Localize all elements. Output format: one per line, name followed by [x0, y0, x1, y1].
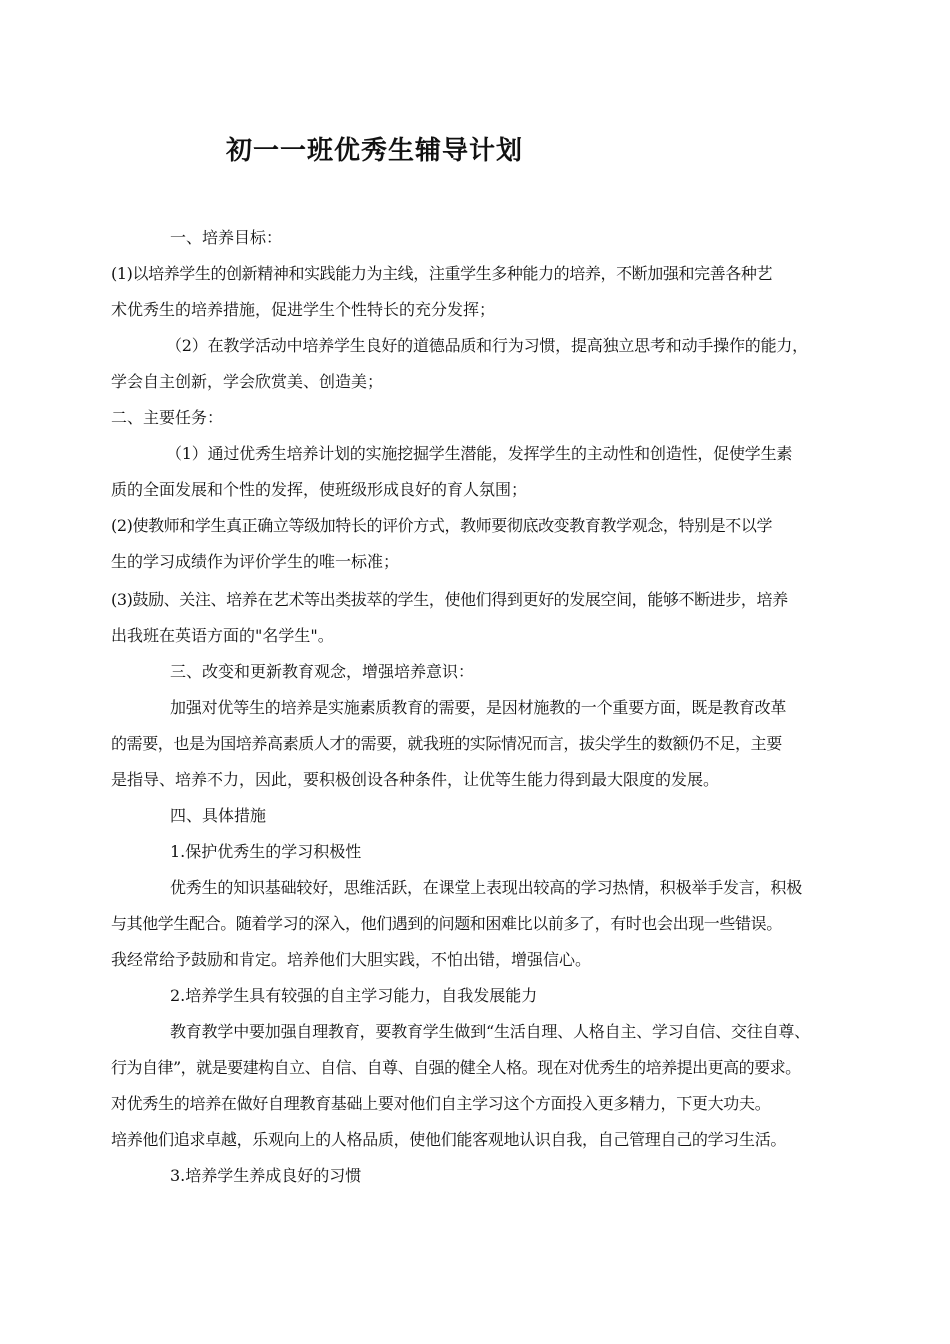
paragraph-line: 质的全面发展和个性的发挥，使班级形成良好的育人氛围；	[111, 480, 528, 499]
document-title: 初一一班优秀生辅导计划	[226, 136, 524, 166]
paragraph-line: 学会自主创新，学会欣赏美、创造美；	[111, 372, 384, 391]
section-heading: 四、具体措施	[170, 806, 267, 825]
paragraph-line: 生的学习成绩作为评价学生的唯一标准；	[111, 552, 400, 571]
paragraph-line: 对优秀生的培养在做好自理教育基础上要对他们自主学习这个方面投入更多精力，下更大功夫。	[111, 1094, 771, 1113]
paragraph-line: 是指导、培养不力，因此，要积极创设各种条件，让优等生能力得到最大限度的发展。	[111, 770, 720, 789]
section-heading: 二、主要任务：	[111, 408, 224, 427]
subsection-heading: 1.保护优秀生的学习积极性	[170, 842, 362, 861]
paragraph-line: 优秀生的知识基础较好，思维活跃，在课堂上表现出较高的学习热情，积极举手发言，积极	[170, 878, 803, 897]
paragraph-line: (2)使教师和学生真正确立等级加特长的评价方式，教师要彻底改变教育教学观念，特别是不以学	[111, 516, 773, 535]
subsection-heading: 3.培养学生养成良好的习惯	[170, 1166, 362, 1185]
paragraph-line: (1)以培养学生的创新精神和实践能力为主线，注重学生多种能力的培养，不断加强和完善各种艺	[111, 264, 773, 283]
paragraph-line: 与其他学生配合。随着学习的深入，他们遇到的问题和困难比以前多了，有时也会出现一些错误。	[111, 914, 782, 933]
subsection-heading: 2.培养学生具有较强的自主学习能力，自我发展能力	[170, 986, 538, 1005]
paragraph-line: （1）通过优秀生培养计划的实施挖掘学生潜能，发挥学生的主动性和创造性，促使学生素	[166, 444, 793, 463]
paragraph-line: 行为自律”，就是要建构自立、自信、自尊、自强的健全人格。现在对优秀生的培养提出更高的要求。	[111, 1058, 801, 1077]
section-heading: 三、改变和更新教育观念，增强培养意识：	[170, 662, 475, 681]
paragraph-line: 加强对优等生的培养是实施素质教育的需要，是因材施教的一个重要方面，既是教育改革	[170, 698, 787, 717]
paragraph-line: （2）在教学活动中培养学生良好的道德品质和行为习惯，提高独立思考和动手操作的能力，	[166, 336, 808, 355]
section-heading: 一、培养目标：	[170, 228, 283, 247]
paragraph-line: 的需要，也是为国培养高素质人才的需要，就我班的实际情况而言，拔尖学生的数额仍不足，主要	[111, 734, 782, 753]
paragraph-line: 术优秀生的培养措施，促进学生个性特长的充分发挥；	[111, 300, 496, 319]
paragraph-line: 出我班在英语方面的"名学生"。	[111, 626, 334, 645]
paragraph-line: (3)鼓励、关注、培养在艺术等出类拔萃的学生，使他们得到更好的发展空间，能够不断进步，培养	[111, 590, 788, 609]
paragraph-line: 我经常给予鼓励和肯定。培养他们大胆实践，不怕出错，增强信心。	[111, 950, 592, 969]
paragraph-line: 培养他们追求卓越，乐观向上的人格品质，使他们能客观地认识自我，自己管理自己的学习生活。	[111, 1130, 787, 1149]
paragraph-line: 教育教学中要加强自理教育，要教育学生做到“生活自理、人格自主、学习自信、交往自尊、	[170, 1022, 810, 1041]
